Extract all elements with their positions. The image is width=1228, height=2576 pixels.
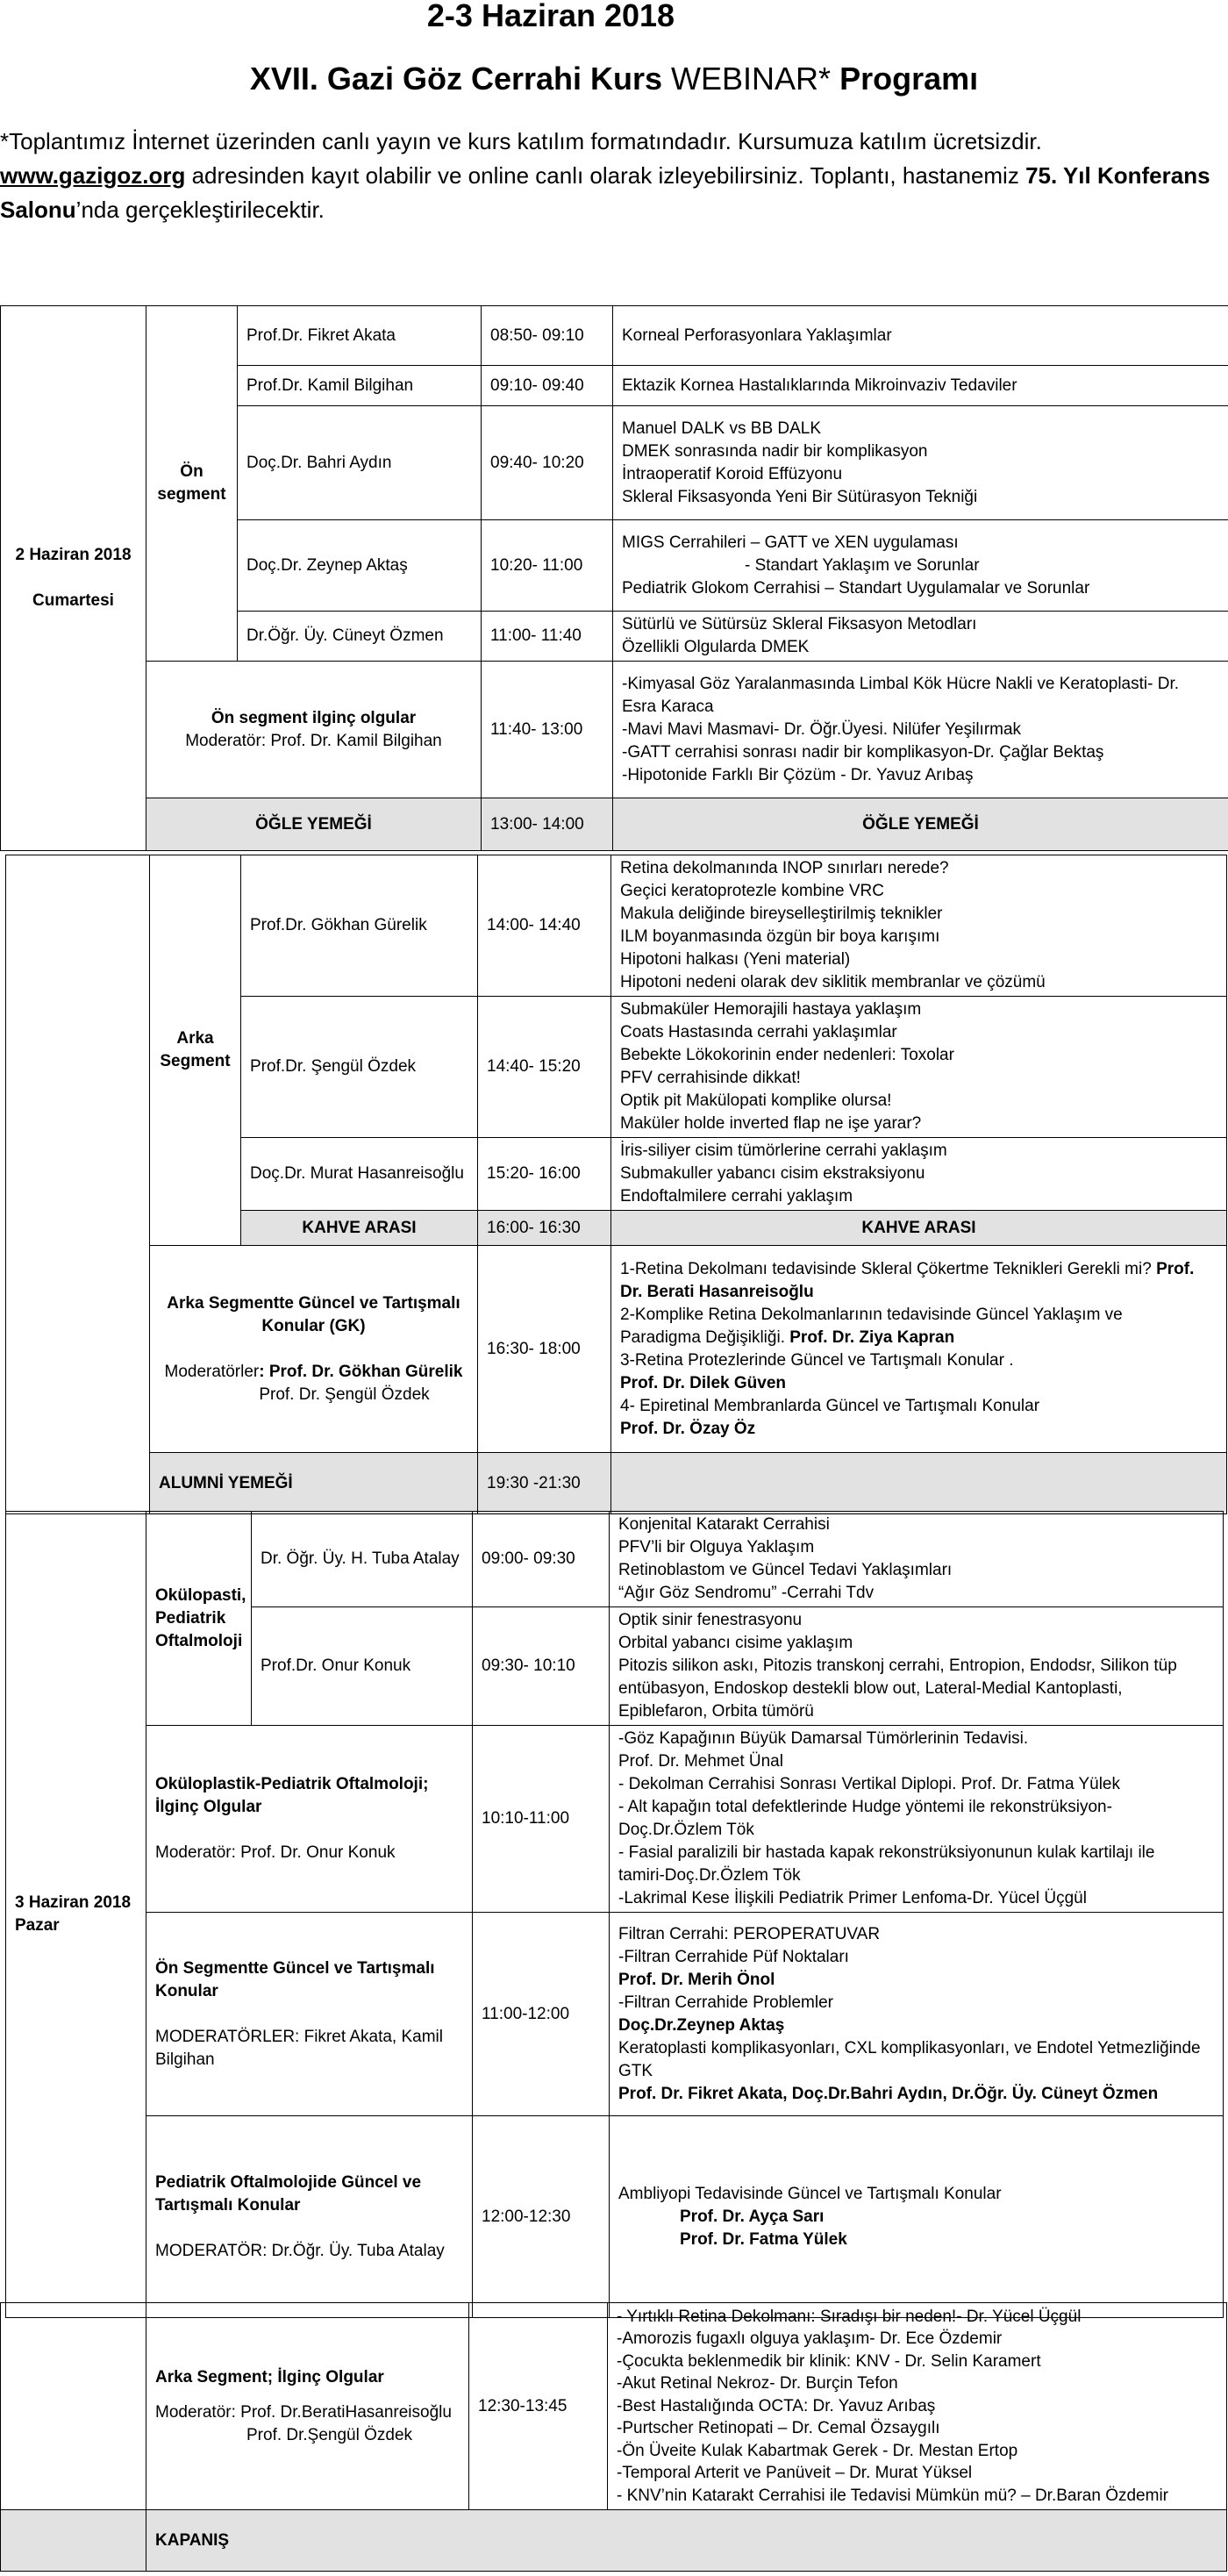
- time-cell: 11:40- 13:00: [482, 662, 613, 798]
- table-row: [1, 2510, 1227, 2572]
- topic-cell: -Kimyasal Göz Yaralanmasında Limbal Kök Hücre Nakli ve Keratoplasti- Dr. Esra Karaca -Mavi Mavi Masmavi- Dr. Öğr.Üyesi. Nilüfer Yeşilırmak -GATT cerrahisi sonrası nadir bir komplikasyon-Dr. Çağlar Bektaş -Hipotonide Farklı Bir Çözüm - Dr. Yavuz Arıbaş: [613, 662, 1228, 798]
- day1-label: 2 Haziran 2018 Cumartesi: [1, 306, 146, 851]
- topic-cell: Konjenital Katarakt Cerrahisi PFV’li bir Olguya Yaklaşım Retinoblastom ve Güncel Tedavi Yaklaşımları “Ağır Göz Sendromu” -Cerrahi Tdv: [610, 1512, 1224, 1607]
- topic-cell: 1-Retina Dekolmanı tedavisinde Skleral Çökertme Teknikleri Gerekli mi? Prof. Dr. Berati Hasanreisoğlu 2-Komplike Retina Dekolmanlarının tedavisinde Güncel Yaklaşım ve Paradigma Değişikliği. Prof. Dr. Ziya Kapran 3-Retina Protezlerinde Güncel ve Tartışmalı Konular . Prof. Dr. Dilek Güven 4- Epiretinal Membranlarda Güncel ve Tartışmalı Konular Prof. Dr. Özay Öz: [611, 1246, 1227, 1453]
- topic-cell: Ambliyopi Tedavisinde Güncel ve Tartışmalı Konular Prof. Dr. Ayça Sarı Prof. Dr. Fatma Yülek: [610, 2116, 1224, 2318]
- website-link[interactable]: www.gazigoz.org: [0, 162, 186, 189]
- topic-cell: Retina dekolmanında INOP sınırları nerede? Geçici keratoprotezle kombine VRC Makula deliğinde bireyselleştirilmiş teknikler ILM boyanmasında özgün bir boya karışımı Hipotoni halkası (Yeni material) Hipotoni nedeni olarak dev siklitik membranlar ve çözümü: [611, 855, 1227, 997]
- table-row: [6, 1512, 1224, 1607]
- table-row: [6, 1453, 1227, 1514]
- post-segment-label: Arka Segment: [150, 855, 241, 1246]
- topic-cell: Manuel DALK vs BB DALK DMEK sonrasında nadir bir komplikasyon İntraoperatif Koroid Effüzyonu Skleral Fiksasyonda Yeni Bir Sütürasyon Tekniği: [613, 406, 1228, 520]
- lunch-label: ÖĞLE YEMEĞİ: [146, 798, 482, 851]
- time-cell: 11:00- 11:40: [482, 612, 613, 662]
- coffee-time: 16:00- 16:30: [478, 1211, 611, 1246]
- intro-text-3: ’nda gerçekleştirilecektir.: [75, 197, 325, 223]
- table-row: [1, 798, 1228, 851]
- topic-cell: Optik sinir fenestrasyonu Orbital yabancı cisime yaklaşım Pitozis silikon askı, Pitozis transkonj cerrahi, Entropion, Endodsr, Silikon tüp entübasyon, Endoskop destekli blow out, Lateral-Medial Kantoplasti, Epiblefaron, Orbita tümörü: [610, 1607, 1224, 1726]
- closing-label: KAPANIŞ: [146, 2510, 1227, 2572]
- time-cell: 08:50- 09:10: [482, 306, 613, 366]
- table-row: [6, 855, 1227, 997]
- title-bold-2: Programı: [831, 61, 979, 97]
- time-cell: 09:00- 09:30: [473, 1512, 610, 1607]
- oculo-section-label: Okülopasti, Pediatrik Oftalmoloji: [146, 1512, 252, 1726]
- day2-table-b: [0, 2302, 1227, 2572]
- day1-morning-table: [0, 305, 1228, 851]
- ant-gk-session: Ön Segmentte Güncel ve Tartışmalı Konular MODERATÖRLER: Fikret Akata, Kamil Bilgihan: [146, 1913, 473, 2116]
- alumni-label: ALUMNİ YEMEĞİ: [150, 1453, 478, 1514]
- table-row: [6, 1726, 1224, 1913]
- intro-paragraph: [0, 125, 1228, 227]
- program-title: [0, 60, 1228, 98]
- time-cell: 15:20- 16:00: [478, 1138, 611, 1211]
- topic-cell: Ektazik Kornea Hastalıklarında Mikroinvaziv Tedaviler: [613, 366, 1228, 406]
- table-row: [1, 662, 1228, 798]
- venue-name: 75. Yıl Konferans Salonu: [0, 162, 1210, 223]
- oculo-cases-session: Oküloplastik-Pediatrik Oftalmoloji; İlginç Olgular Moderatör: Prof. Dr. Onur Konuk: [146, 1726, 473, 1913]
- speaker-cell: Doç.Dr. Zeynep Aktaş: [238, 520, 482, 612]
- topic-cell: Filtran Cerrahi: PEROPERATUVAR -Filtran Cerrahide Püf Noktaları Prof. Dr. Merih Önol -Filtran Cerrahide Problemler Doç.Dr.Zeynep Aktaş Keratoplasti komplikasyonları, CXL komplikasyonları, ve Endotel Yetmezliğinde GTK Prof. Dr. Fikret Akata, Doç.Dr.Bahri Aydın, Dr.Öğr. Üy. Cüneyt Özmen: [610, 1913, 1224, 2116]
- table-row: [6, 1246, 1227, 1453]
- closing-blank: [1, 2510, 146, 2572]
- time-cell: 09:30- 10:10: [473, 1607, 610, 1726]
- speaker-cell: Prof.Dr. Şengül Özdek: [241, 997, 478, 1138]
- day2-table-a: [5, 1511, 1224, 2318]
- time-cell: 14:40- 15:20: [478, 997, 611, 1138]
- speaker-cell: Prof.Dr. Fikret Akata: [238, 306, 482, 366]
- time-cell: 11:00-12:00: [473, 1913, 610, 2116]
- table-row: [1, 306, 1228, 366]
- alumni-empty: [611, 1453, 1227, 1514]
- speaker-cell: Prof.Dr. Kamil Bilgihan: [238, 366, 482, 406]
- ped-gk-session: Pediatrik Oftalmolojide Güncel ve Tartışmalı Konular MODERATÖR: Dr.Öğr. Üy. Tuba Atalay: [146, 2116, 473, 2318]
- topic-cell: Korneal Perforasyonlara Yaklaşımlar: [613, 306, 1228, 366]
- title-bold-1: XVII. Gazi Göz Cerrahi Kurs: [249, 61, 663, 97]
- coffee-label: KAHVE ARASI: [241, 1211, 478, 1246]
- speaker-cell: Dr.Öğr. Üy. Cüneyt Özmen: [238, 612, 482, 662]
- topic-cell: Submaküler Hemorajili hastaya yaklaşım Coats Hastasında cerrahi yaklaşımlar Bebekte Lökokorinin ender nedenleri: Toxolar PFV cerrahisinde dikkat! Optik pit Makülopati komplike olursa! Maküler holde inverted flap ne işe yarar?: [611, 997, 1227, 1138]
- alumni-time: 19:30 -21:30: [478, 1453, 611, 1514]
- topic-cell: -Göz Kapağının Büyük Damarsal Tümörlerinin Tedavisi. Prof. Dr. Mehmet Ünal - Dekolman Cerrahisi Sonrası Vertikal Diplopi. Prof. Dr. Fatma Yülek - Alt kapağın total defektlerinde Hudge yöntemi ile rekonstrüksiyon- Doç.Dr.Özlem Tök - Fasial paralizili bir hastada kapak rekonstrüksiyonunun kulak kartilajı ile tamiri-Doç.Dr.Özlem Tök -Lakrimal Kese İlişkili Pediatrik Primer Lenfoma-Dr. Yücel Üçgül: [610, 1726, 1224, 1913]
- day1-afternoon-table: [5, 855, 1227, 1514]
- time-cell: 09:40- 10:20: [482, 406, 613, 520]
- title-webinar: WEBINAR*: [662, 61, 832, 97]
- time-cell: 09:10- 09:40: [482, 366, 613, 406]
- topic-cell: - Yırtıklı Retina Dekolmanı: Sıradışı bir neden!- Dr. Yücel Üçgül -Amorozis fugaxlı olguya yaklaşım- Dr. Ece Özdemir -Çocukta beklenmedik bir klinik: KNV - Dr. Selin Karamert -Akut Retinal Nekroz- Dr. Burçin Tefon -Best Hastalığında OCTA: Dr. Yavuz Arıbaş -Purtscher Retinopati – Dr. Cemal Özsaygılı -Ön Üveite Kulak Kabartmak Gerek - Dr. Mestan Ertop -Temporal Arterit ve Panüveit – Dr. Murat Yüksel - KNV’nin Katarakt Cerrahisi ile Tedavisi Mümkün mü? – Dr.Baran Özdemir: [608, 2303, 1227, 2510]
- day1-afternoon-blank: [6, 855, 150, 1514]
- speaker-cell: Doç.Dr. Bahri Aydın: [238, 406, 482, 520]
- speaker-cell: Prof.Dr. Onur Konuk: [252, 1607, 473, 1726]
- time-cell: 10:10-11:00: [473, 1726, 610, 1913]
- event-date: 2-3 Haziran 2018: [426, 0, 675, 33]
- intro-text-1: *Toplantımız İnternet üzerinden canlı yayın ve kurs katılım formatındadır. Kursumuza katılım ücretsizdir.: [0, 128, 1042, 154]
- speaker-cell: Dr. Öğr. Üy. H. Tuba Atalay: [252, 1512, 473, 1607]
- day2-blank-cell: [1, 2303, 146, 2510]
- post-cases-session: Arka Segment; İlginç Olgular Moderatör: Prof. Dr.BeratiHasanreisoğlu Prof. Dr.Şengül Özdek: [146, 2303, 469, 2510]
- intro-text-2: adresinden kayıt olabilir ve online canlı olarak izleyebilirsiniz. Toplantı, hastanemiz: [185, 162, 1026, 189]
- time-cell: 10:20- 11:00: [482, 520, 613, 612]
- topic-cell: Sütürlü ve Sütürsüz Skleral Fiksasyon Metodları Özellikli Olgularda DMEK: [613, 612, 1228, 662]
- table-row: [6, 2116, 1224, 2318]
- time-cell: 16:30- 18:00: [478, 1246, 611, 1453]
- time-cell: 14:00- 14:40: [478, 855, 611, 997]
- lunch-time: 13:00- 14:00: [482, 798, 613, 851]
- post-gk-session: Arka Segmentte Güncel ve Tartışmalı Konular (GK) Moderatörler: Prof. Dr. Gökhan Gürelik Prof. Dr. Şengül Özdek: [150, 1246, 478, 1453]
- time-cell: 12:30-13:45: [469, 2303, 608, 2510]
- coffee-label-right: KAHVE ARASI: [611, 1211, 1227, 1246]
- topic-cell: MIGS Cerrahileri – GATT ve XEN uygulaması - Standart Yaklaşım ve Sorunlar Pediatrik Glokom Cerrahisi – Standart Uygulamalar ve Sorunlar: [613, 520, 1228, 612]
- time-cell: 12:00-12:30: [473, 2116, 610, 2318]
- ant-cases-session: Ön segment ilginç olgular Moderatör: Prof. Dr. Kamil Bilgihan: [146, 662, 482, 798]
- speaker-cell: Doç.Dr. Murat Hasanreisoğlu: [241, 1138, 478, 1211]
- table-row: [1, 2303, 1227, 2510]
- day2-label-cell: 3 Haziran 2018 Pazar: [6, 1512, 146, 2318]
- speaker-cell: Prof.Dr. Gökhan Gürelik: [241, 855, 478, 997]
- topic-cell: İris-siliyer cisim tümörlerine cerrahi yaklaşım Submakuller yabancı cisim ekstraksiyonu Endoftalmilere cerrahi yaklaşım: [611, 1138, 1227, 1211]
- ant-segment-label: Ön segment: [146, 306, 238, 662]
- table-row: [6, 1913, 1224, 2116]
- lunch-label-right: ÖĞLE YEMEĞİ: [613, 798, 1228, 851]
